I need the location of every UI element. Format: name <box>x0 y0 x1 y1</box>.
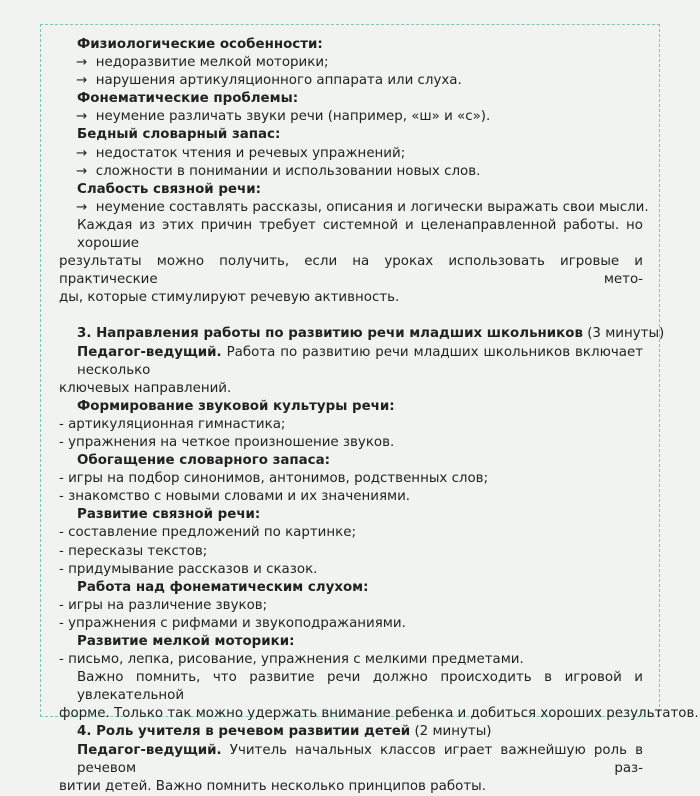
arrow-right-icon: → <box>76 199 88 215</box>
paragraph-line: Каждая из этих причин требует системной и целенаправленной работы. но хорошие <box>77 217 643 252</box>
list-item: → недостаток чтения и речевых упражнений; <box>76 145 406 161</box>
list-item: → сложности в понимании и использовании новых слов. <box>76 163 481 179</box>
paragraph-line: форме. Только так можно удержать внимание ребенка и добиться хороших результатов. <box>59 706 699 722</box>
direction-2-heading: Обогащение словарного запаса: <box>77 453 331 469</box>
list-item: - артикуляционная гимнастика; <box>59 416 286 432</box>
list-item: - игры на различение звуков; <box>59 597 268 613</box>
section-3-heading: 3. Направления работы по развитию речи младших школьников (3 минуты) <box>77 326 665 342</box>
list-item: - придумывание рассказов и сказок. <box>59 561 318 577</box>
list-item: → неумение различать звуки речи (например, «ш» и «с»). <box>76 109 491 125</box>
paragraph-line: результаты можно получить, если на уроках использовать игровые и практические мето- <box>59 254 643 288</box>
list-item: - игры на подбор синонимов, антонимов, родственных слов; <box>59 471 489 487</box>
list-item: - знакомство с новыми словами и их значениями. <box>59 489 411 505</box>
arrow-right-icon: → <box>76 163 88 179</box>
section-4-lead: Педагог-ведущий. Учитель начальных классов играет важнейшую роль в речевом раз- <box>77 742 643 776</box>
list-item: - составление предложений по картинке; <box>59 525 356 541</box>
list-item: → нарушения артикуляционного аппарата или слуха. <box>76 73 462 89</box>
list-item: - упражнения на четкое произношение звуков. <box>59 434 395 450</box>
direction-4-heading: Работа над фонематическим слухом: <box>77 579 369 595</box>
list-item: - пересказы текстов; <box>59 543 208 559</box>
list-item: - письмо, лепка, рисование, упражнения с мелкими предметами. <box>59 652 524 668</box>
direction-1-heading: Формирование звуковой культуры речи: <box>77 398 395 414</box>
arrow-right-icon: → <box>76 145 88 161</box>
arrow-right-icon: → <box>76 73 88 89</box>
paragraph-line: ды, которые стимулируют речевую активность. <box>59 290 400 306</box>
section-3-lead: Педагог-ведущий. Работа по развитию речи младших школьников включает несколько <box>77 344 643 378</box>
list-item: - упражнения с рифмами и звукоподражаниями. <box>59 615 406 631</box>
list-item: → недоразвитие мелкой моторики; <box>76 55 329 71</box>
paragraph-line: Важно помнить, что развитие речи должно происходить в игровой и увлекательной <box>77 670 643 704</box>
physio-heading: Физиологические особенности: <box>77 37 323 52</box>
direction-5-heading: Развитие мелкой моторики: <box>77 634 295 649</box>
document-body <box>59 36 699 796</box>
vocab-heading: Бедный словарный запас: <box>77 127 281 143</box>
phonem-heading: Фонематические проблемы: <box>77 91 299 107</box>
arrow-right-icon: → <box>76 55 88 71</box>
coherent-heading: Слабость связной речи: <box>77 181 261 197</box>
direction-3-heading: Развитие связной речи: <box>77 507 261 523</box>
section-4-heading: 4. Роль учителя в речевом развитии детей (2 минуты) <box>77 724 492 740</box>
section-3-lead-cont: ключевых направлений. <box>59 380 232 396</box>
list-item: → неумение составлять рассказы, описания и логически выражать свои мысли. <box>76 199 649 215</box>
section-4-lead-cont: витии детей. Важно помнить несколько принципов работы. <box>59 778 486 794</box>
arrow-right-icon: → <box>76 109 88 125</box>
